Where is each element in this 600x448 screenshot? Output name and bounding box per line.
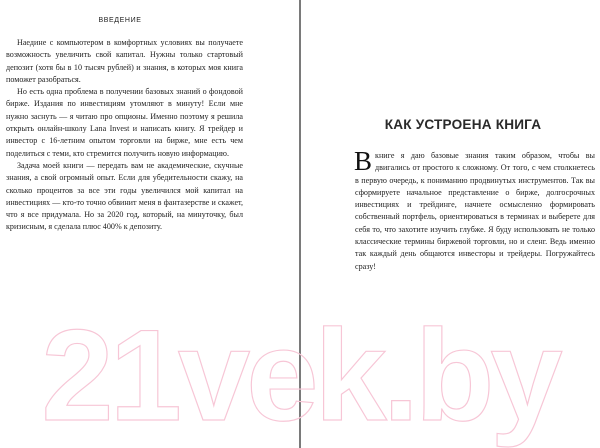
paragraph: Задача моей книги — передать вам не академические, скучные знания, а свой огромный опыт. Если для убедительности скажу, на сколько процентов за все эти годы увеличился мой капитал на инвестициях — кто-то точно обвинит меня в фантазерстве и скажет, что я все придумала. Но за 2020 год, который, на минуточку, был кризисным, я сделала плюс 400% к депозиту. xyxy=(6,160,243,232)
chapter-title: КАК УСТРОЕНА КНИГА xyxy=(384,117,542,132)
right-page-body xyxy=(354,146,595,273)
running-head: ВВЕДЕНИЕ xyxy=(98,17,142,24)
drop-cap: В xyxy=(354,146,373,176)
paragraph: Наедине с компьютером в комфортных условиях вы получаете возможность увеличить свой капитал. Нужны только стартовый депозит (хотя бы в 10 тысяч рублей) и знания, в которых моя книга поможет разобраться. xyxy=(6,38,243,84)
paragraph-text: книге я даю базовые знания таким образом, чтобы вы двигались от простого к сложному. От того, с чем столкнетесь в первую очередь, к пониманию продвинутых инструментов. Так вы сформируете начальное представление о бирже, долгосрочных инвестициях и трейдинге, начнете осмысленно формировать собственный портфель, ориентироваться в терминах и выберете для себя то, что захотите изучить глубже. Я буду использовать не только классические термины биржевой торговли, но и сленг. Ведь именно так каждый день общаются инвесторы и трейдеры. Погружайтесь сразу! xyxy=(355,151,595,271)
right-page xyxy=(301,0,600,448)
paragraph xyxy=(354,146,595,273)
left-page-body xyxy=(6,37,243,234)
watermark-text: 21vek.by xyxy=(41,302,559,448)
paragraph: Но есть одна проблема в получении базовых знаний о фондовой бирже. Издания по инвестициям утомляют в минуту! Если мне нужно заснуть — я читаю про опционы. Именно поэтому я решила открыть онлайн-школу Lana Invest и написать книгу. Я трейдер и инвестор с 16-летним опытом торговли на бирже, мне есть чем поделиться с теми, кто стремится получить новую информацию. xyxy=(6,87,243,158)
